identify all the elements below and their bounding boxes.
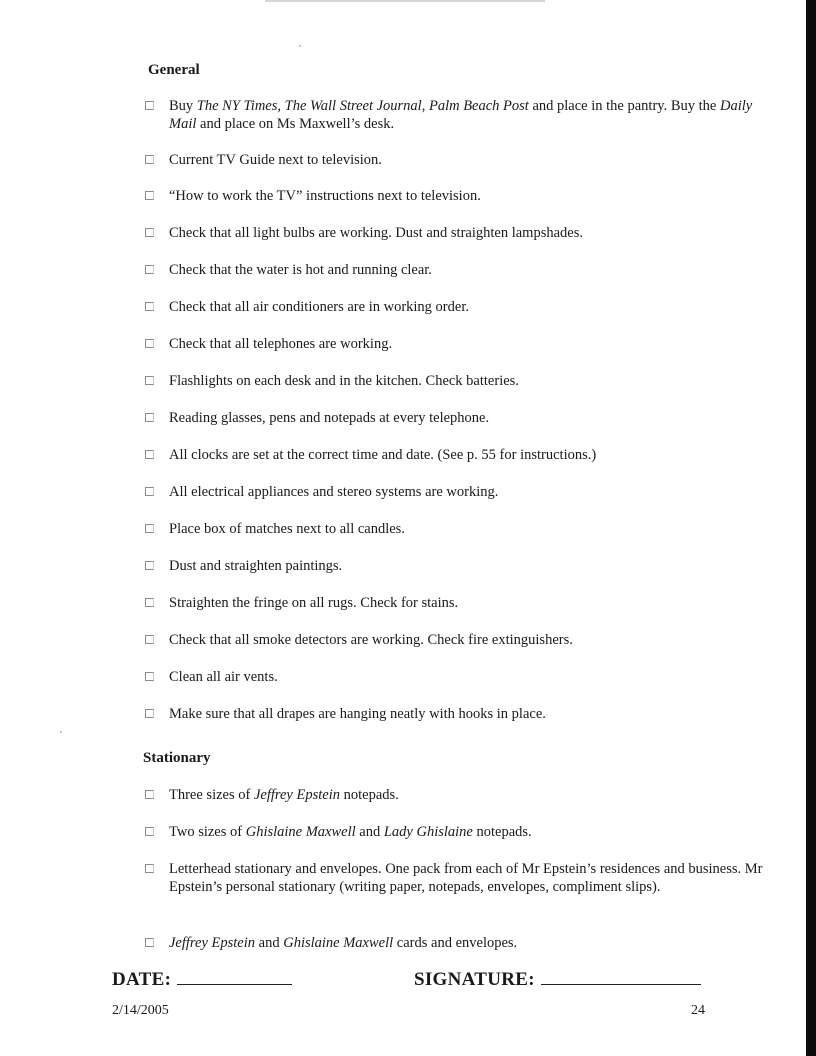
- checklist-item: [145, 446, 765, 464]
- checklist-item: [145, 860, 765, 896]
- checklist-item: [145, 594, 765, 612]
- checklist-item-text: [145, 631, 765, 649]
- signature-label: SIGNATURE:: [414, 969, 535, 990]
- checkbox-icon[interactable]: [145, 101, 154, 110]
- checkbox-icon[interactable]: [145, 376, 154, 385]
- checklist-item-text: [145, 823, 765, 841]
- checklist-item-text: [145, 557, 765, 575]
- checkbox-icon[interactable]: [145, 487, 154, 496]
- checkbox-icon[interactable]: [145, 790, 154, 799]
- checklist-item: [145, 520, 765, 538]
- text-segment: Check that the water is hot and running clear.: [169, 262, 432, 278]
- text-segment: Check that all telephones are working.: [169, 336, 393, 352]
- checklist-item: [145, 823, 765, 841]
- text-segment: Check that all air conditioners are in working order.: [169, 299, 469, 315]
- checklist-item: [145, 97, 765, 133]
- checklist-item: [145, 557, 765, 575]
- text-segment: All clocks are set at the correct time and date. (See p. 55 for instructions.): [169, 447, 597, 463]
- text-segment: and: [355, 824, 384, 840]
- text-segment: notepads.: [472, 824, 532, 840]
- checkbox-icon[interactable]: [145, 827, 154, 836]
- checkbox-icon[interactable]: [145, 265, 154, 274]
- checklist-item: [145, 224, 765, 242]
- scan-speck: [299, 45, 301, 47]
- text-segment: Dust and straighten paintings.: [169, 558, 343, 574]
- checklist-item: [145, 409, 765, 427]
- checkbox-icon[interactable]: [145, 155, 154, 164]
- checkbox-icon[interactable]: [145, 413, 154, 422]
- checkbox-icon[interactable]: [145, 635, 154, 644]
- footer-date: 2/14/2005: [112, 1003, 169, 1018]
- checklist-item-text: [145, 520, 765, 538]
- date-label: DATE:: [112, 969, 172, 990]
- checklist-item: [145, 786, 765, 804]
- checklist-item: [145, 668, 765, 686]
- text-segment: Check that all light bulbs are working. Dust and straighten lampshades.: [169, 225, 583, 241]
- section-heading-general: General: [148, 62, 200, 78]
- checkbox-icon[interactable]: [145, 191, 154, 200]
- checklist-item: [145, 298, 765, 316]
- checklist-item-text: [145, 934, 765, 952]
- checklist-item: [145, 705, 765, 723]
- checklist-item-text: [145, 187, 765, 205]
- text-segment: Three sizes of: [169, 787, 254, 803]
- section-heading-stationary: Stationary: [143, 750, 211, 766]
- checklist-item: [145, 934, 765, 952]
- text-segment: “How to work the TV” instructions next to television.: [169, 188, 481, 204]
- text-segment: ,: [421, 98, 429, 114]
- signature-field: [414, 969, 701, 991]
- signature-line: [541, 970, 701, 985]
- italic-title: Ghislaine Maxwell: [283, 935, 394, 951]
- checkbox-icon[interactable]: [145, 561, 154, 570]
- text-segment: and: [255, 935, 284, 951]
- checklist-item-text: [145, 335, 765, 353]
- checklist-item: [145, 631, 765, 649]
- checkbox-icon[interactable]: [145, 339, 154, 348]
- scan-speck: [60, 731, 62, 733]
- text-segment: All electrical appliances and stereo systems are working.: [169, 484, 499, 500]
- text-segment: and place in the pantry. Buy the: [528, 98, 720, 114]
- text-segment: and place on Ms Maxwell’s desk.: [196, 116, 395, 132]
- checklist-item: [145, 187, 765, 205]
- page-number: 24: [691, 1003, 705, 1018]
- text-segment: Clean all air vents.: [169, 669, 278, 685]
- text-segment: Letterhead stationary and envelopes. One pack from each of Mr Epstein’s residences and business. Mr Epstein’s personal stationary (writing paper, notepads, envelopes, compliment slips).: [169, 861, 763, 895]
- checklist-item-text: [145, 372, 765, 390]
- scan-top-edge: [265, 0, 545, 2]
- text-segment: cards and envelopes.: [393, 935, 518, 951]
- checklist-item: [145, 151, 765, 169]
- date-line: [177, 970, 292, 985]
- italic-title: Lady Ghislaine: [383, 824, 473, 840]
- checkbox-icon[interactable]: [145, 672, 154, 681]
- italic-title: The Wall Street Journal: [284, 98, 422, 114]
- checkbox-icon[interactable]: [145, 524, 154, 533]
- italic-title: Ghislaine Maxwell: [245, 824, 356, 840]
- checklist-item-text: [145, 409, 765, 427]
- text-segment: Reading glasses, pens and notepads at every telephone.: [169, 410, 490, 426]
- checklist-item-text: [145, 261, 765, 279]
- checklist-item-text: [145, 668, 765, 686]
- checklist-item-text: [145, 298, 765, 316]
- checkbox-icon[interactable]: [145, 864, 154, 873]
- text-segment: ,: [277, 98, 285, 114]
- italic-title: The NY Times: [196, 98, 278, 114]
- text-segment: Flashlights on each desk and in the kitchen. Check batteries.: [169, 373, 519, 389]
- checkbox-icon[interactable]: [145, 228, 154, 237]
- italic-title: Palm Beach Post: [428, 98, 529, 114]
- checklist-item: [145, 261, 765, 279]
- checklist-item-text: [145, 483, 765, 501]
- checklist-item: [145, 372, 765, 390]
- italic-title: Daily Mail: [169, 98, 753, 132]
- checklist-item-text: [145, 860, 765, 896]
- checkbox-icon[interactable]: [145, 450, 154, 459]
- checkbox-icon[interactable]: [145, 938, 154, 947]
- scan-edge-bar: [806, 0, 816, 1056]
- checklist-item: [145, 335, 765, 353]
- checklist-item: [145, 483, 765, 501]
- checklist-item-text: [145, 786, 765, 804]
- text-segment: Check that all smoke detectors are working. Check fire extinguishers.: [169, 632, 573, 648]
- text-segment: Straighten the fringe on all rugs. Check for stains.: [169, 595, 459, 611]
- text-segment: notepads.: [339, 787, 399, 803]
- checkbox-icon[interactable]: [145, 598, 154, 607]
- text-segment: Make sure that all drapes are hanging neatly with hooks in place.: [169, 706, 546, 722]
- checklist-item-text: [145, 446, 765, 464]
- checklist-item-text: [145, 97, 765, 133]
- date-field: [112, 969, 292, 991]
- checklist-item-text: [145, 705, 765, 723]
- italic-title: Jeffrey Epstein: [253, 787, 340, 803]
- checklist-item-text: [145, 151, 765, 169]
- text-segment: Buy: [169, 98, 197, 114]
- italic-title: Jeffrey Epstein: [169, 935, 256, 951]
- checklist-item-text: [145, 594, 765, 612]
- checkbox-icon[interactable]: [145, 302, 154, 311]
- checklist-item-text: [145, 224, 765, 242]
- text-segment: Two sizes of: [169, 824, 246, 840]
- text-segment: Place box of matches next to all candles.: [169, 521, 405, 537]
- text-segment: Current TV Guide next to television.: [169, 152, 382, 168]
- checkbox-icon[interactable]: [145, 709, 154, 718]
